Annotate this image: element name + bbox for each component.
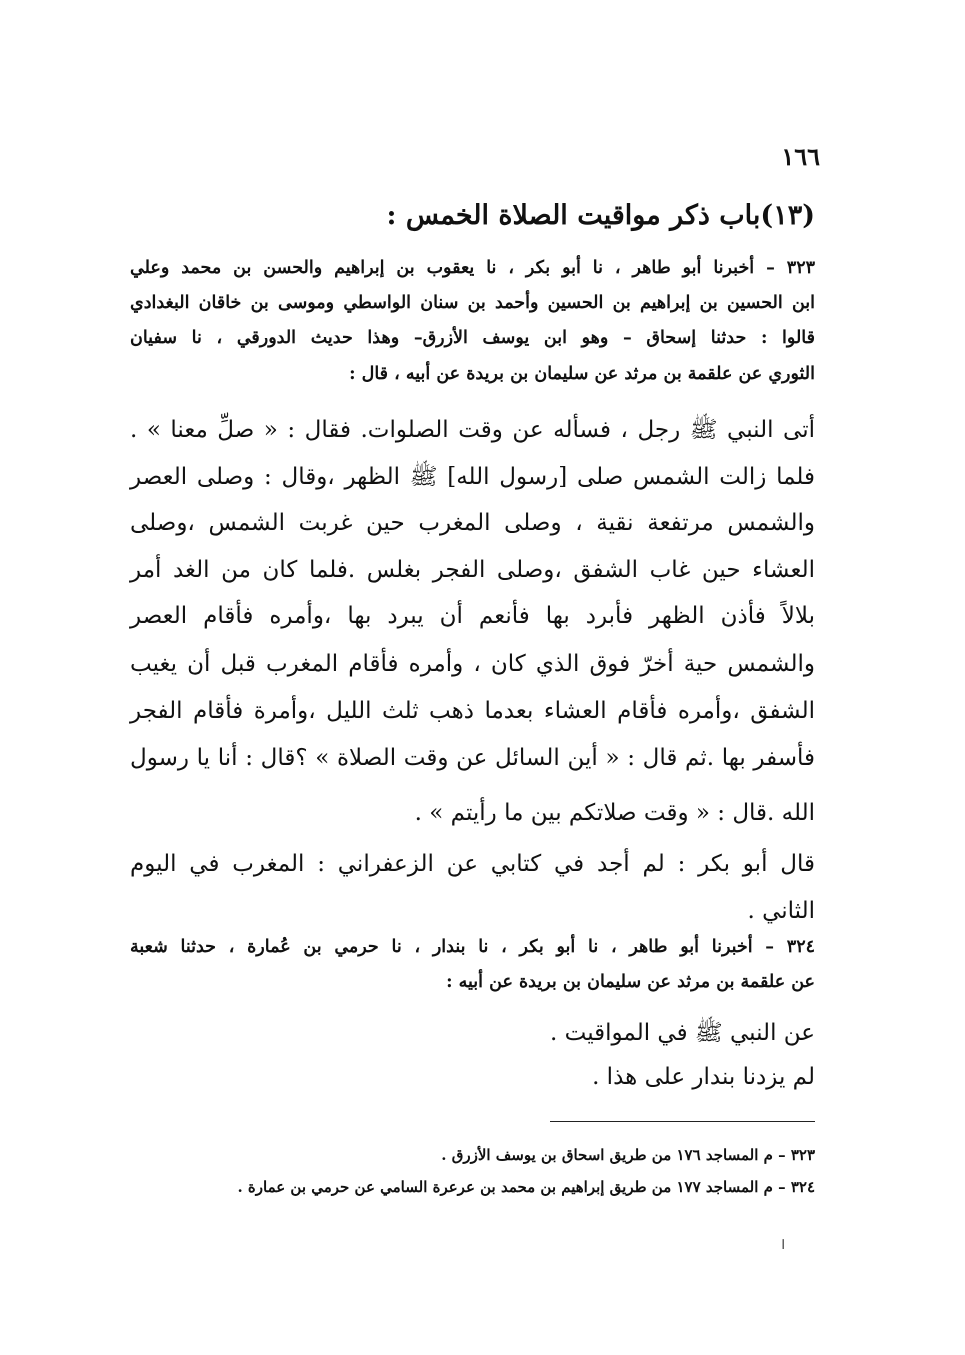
text-line: بلالاً فأذن الظهر فأبرد بها فأنعم أن يبرد بها ،وأمره فأقام العصر — [130, 603, 815, 629]
chain-line: ابن الحسين بن إبراهيم بن الحسين وأحمد بن سنان الواسطي وموسى بن خاقان البغدادي — [130, 293, 815, 313]
footnote-divider — [550, 1121, 815, 1122]
text-line: الشفق ،وأمره فأقام العشاء بعدما ذهب ثلث الليل ،وأمرة فأقام الفجر — [130, 698, 815, 724]
text-line: الله .قال : « وقت صلاتكم بين ما رأيتم » . — [414, 800, 815, 826]
footnote: ٣٢٣ – م المساجد ١٧٦ من طريق اسحاق بن يوسف الأزرق . — [441, 1146, 815, 1164]
text-line: والشمس مرتفعة نقية ، وصلى المغرب حين غربت الشمس ،وصلى — [130, 510, 815, 536]
text-line: فلما زالت الشمس صلى [رسول الله] ﷺ الظهر ،وقال : وصلى العصر — [130, 464, 815, 490]
note-line: قال أبو بكر : لم أجد في كتابي عن الزعفراني : المغرب في اليوم — [130, 851, 815, 877]
text-line: لم يزدنا بندار على هذا . — [592, 1064, 815, 1090]
chain-line: الثوري عن علقمة بن مرثد عن سليمان بن بريدة عن أبيه ، قال : — [349, 364, 815, 384]
chain-line: عن علقمة بن مرثد عن سليمان بن بريدة عن أبيه : — [446, 972, 815, 992]
text-line: والشمس حية أخرّ فوق الذي كان ، وأمره فأقام المغرب قبل أن يغيب — [130, 651, 815, 677]
chain-line: ٣٢٤ – أخبرنا أبو طاهر ، نا أبو بكر ، نا بندار ، نا حرمي بن عُمارة ، حدثنا شعبة — [130, 937, 815, 957]
chain-line: قالوا : حدثنا إسحاق – وهو ابن يوسف الأزرق– وهذا حديث الدورقي ، نا سفيان — [130, 328, 815, 348]
chain-line: ٣٢٣ – أخبرنا أبو طاهر ، نا أبو بكر ، نا يعقوب بن إبراهيم والحسن بن محمد وعلي — [130, 258, 815, 278]
stray-mark: ا — [781, 1238, 785, 1253]
text-line: عن النبي ﷺ في المواقيت . — [550, 1020, 815, 1046]
note-line: الثاني . — [747, 898, 815, 924]
page-number: ١٦٦ — [781, 142, 820, 171]
chapter-heading: (١٣)باب ذكر مواقيت الصلاة الخمس : — [386, 200, 815, 231]
footnote: ٣٢٤ – م المساجد ١٧٧ من طريق إبراهيم بن محمد بن عرعرة السامي عن حرمي بن عمارة . — [237, 1178, 815, 1196]
text-line: العشاء حين غاب الشفق ،وصلى الفجر بغلس .فلما كان من الغد أمر — [130, 557, 815, 583]
text-line: فأسفر بها .ثم قال : « أين السائل عن وقت الصلاة » ؟قال : أنا يا رسول — [130, 745, 815, 771]
text-line: أتى النبي ﷺ رجل ، فسأله عن وقت الصلوات. فقال : « صلِّ معنا » . — [130, 417, 815, 443]
